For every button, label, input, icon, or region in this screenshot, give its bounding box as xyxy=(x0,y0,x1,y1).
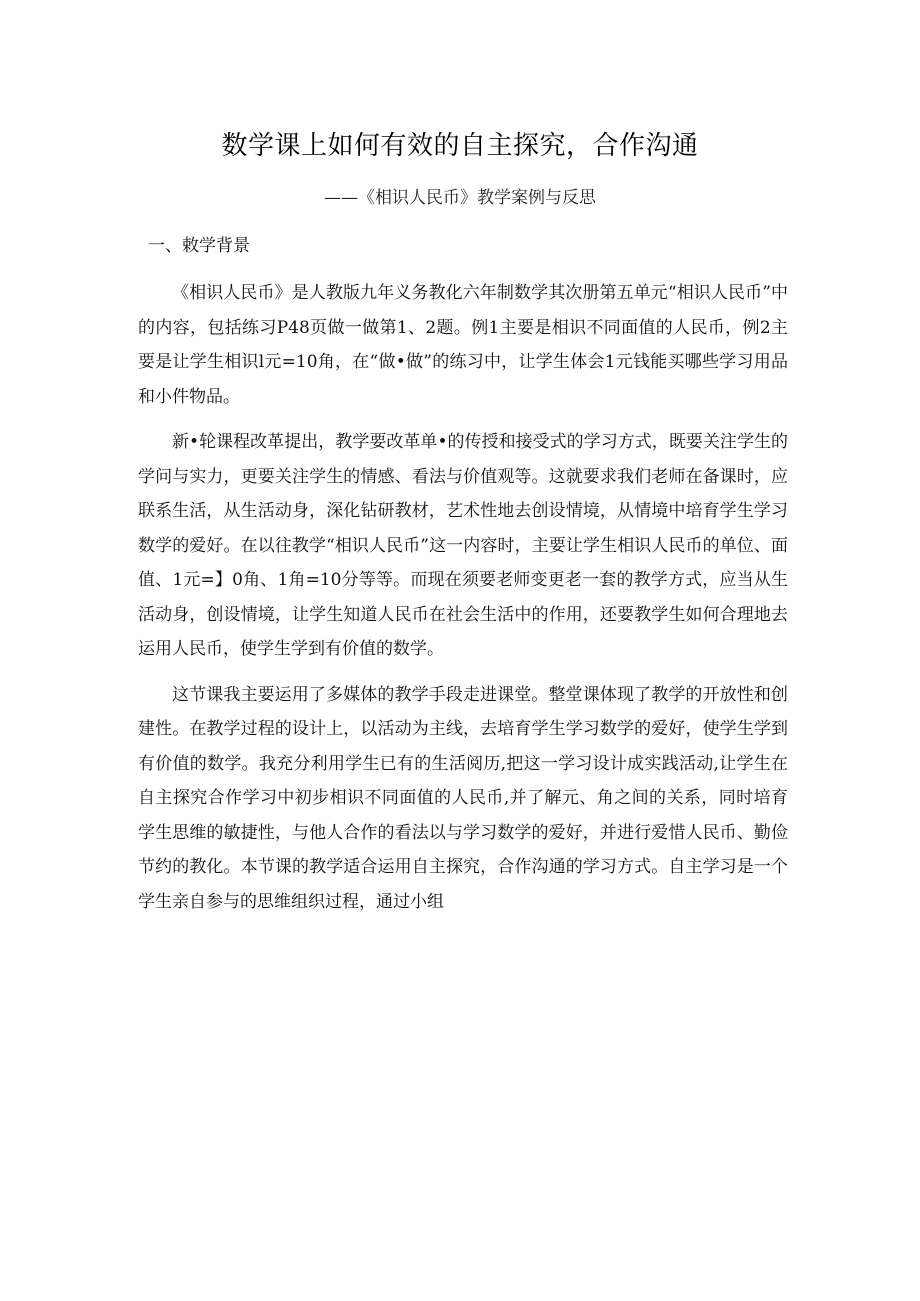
document-subtitle: ——《相识人民币》教学案例与反思 xyxy=(324,188,596,208)
paragraph-3: 这节课我主要运用了多媒体的教学手段走进课堂。整堂课体现了教学的开放性和创建性。在教学过程的设计上，以活动为主线，去培育学生学习数学的爱好，使学生学到有价值的数学。我充分利用学生已有的生活阅历,把这一学习设计成实践活动,让学生在自主探究合作学习中初步相识不同面值的人民币,并了解元、角之间的关系，同时培育学生思维的敏捷性，与他人合作的看法以与学习数学的爱好，并进行爱惜人民币、勤俭节约的教化。本节课的教学适合运用自主探究，合作沟通的学习方式。自主学习是一个学生亲自参与的思维组织过程，通过小组 xyxy=(138,684,788,912)
paragraph-2: 新•轮课程改革提出，教学要改革单•的传授和接受式的学习方式，既要关注学生的学问与实力，更要关注学生的情感、看法与价值观等。这就要求我们老师在备课时，应联系生活，从生活动身，深化钻研教材，艺术性地去创设情境，从情境中培育学生学习数学的爱好。在以往教学“相识人民币”这一内容时，主要让学生相识人民币的单位、面值、1元=】0角、1角=10分等等。而现在须要老师变更老一套的教学方式，应当从生活动身，创设情境，让学生知道人民币在社会生活中的作用，还要教学生如何合理地去运用人民币，使学生学到有价值的数学。 xyxy=(138,432,788,659)
document-body xyxy=(138,276,788,930)
document-title: 数学课上如何有效的自主探究，合作沟通 xyxy=(221,131,699,161)
section-heading: 一、敕学背景 xyxy=(148,236,250,256)
paragraph-1: 《相识人民币》是人教版九年义务教化六年制数学其次册第五单元“相识人民币”中的内容，包括练习P48页做一做第1、2题。例1主要是相识不同面值的人民币，例2主要是让学生相识l元=10角，在“做•做”的练习中，让学生体会1元钱能买哪些学习用品和小件物品。 xyxy=(138,283,788,407)
